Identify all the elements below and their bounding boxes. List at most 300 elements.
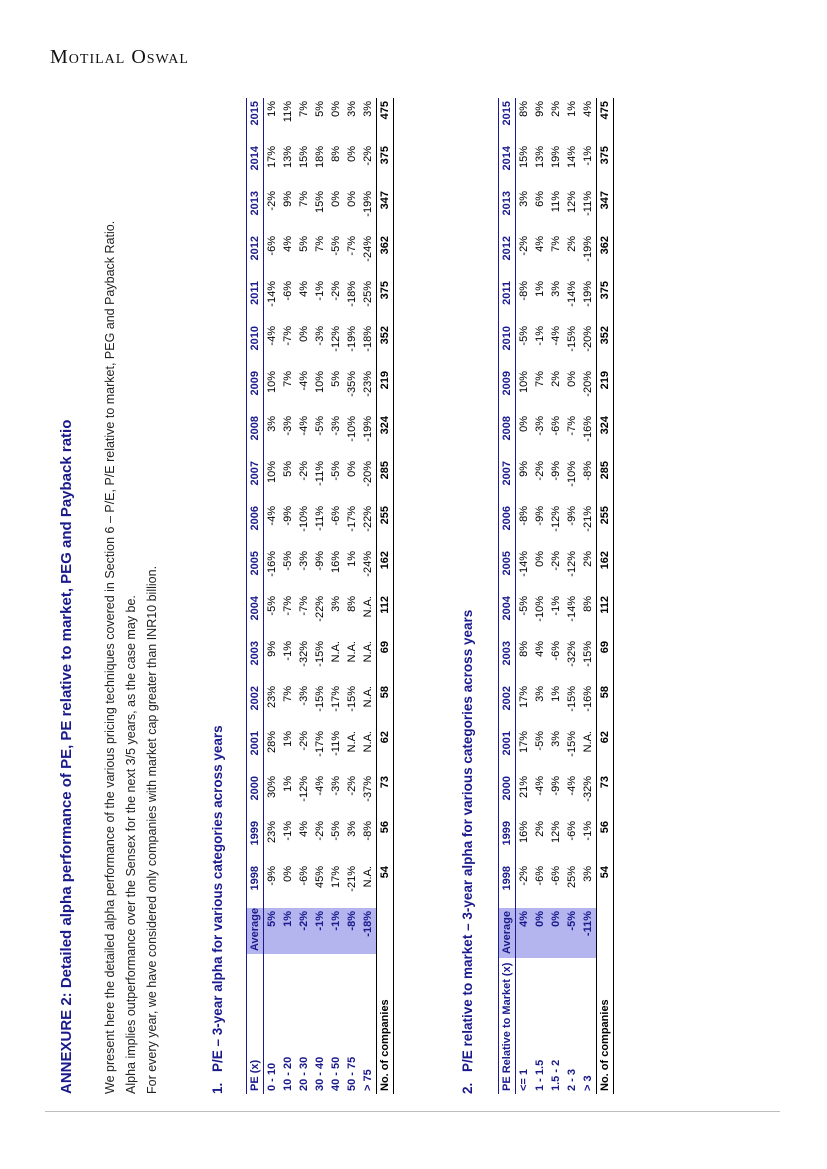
table-cell: -5% [266, 596, 278, 616]
total-cell: 219 [377, 368, 394, 413]
table-cell: 5% [330, 371, 342, 387]
column-header: 2000 [499, 773, 516, 818]
intro-line: For every year, we have considered only companies with market cap greater than INR10 billion. [145, 565, 159, 1094]
table-cell: 3% [362, 101, 374, 117]
total-cell: 285 [377, 458, 394, 503]
row-label: 30 - 40 [314, 1056, 326, 1091]
total-cell: 73 [597, 773, 614, 818]
table-cell: -14% [566, 596, 578, 622]
table-cell: -37% [362, 776, 374, 802]
column-header: 2001 [247, 728, 264, 773]
table-cell: -16% [582, 416, 594, 442]
table-cell: -14% [566, 281, 578, 307]
total-cell: 54 [597, 863, 614, 908]
average-cell: -1% [328, 908, 344, 954]
column-header: 2006 [499, 503, 516, 548]
table-cell: 0% [346, 146, 358, 162]
table-cell: -7% [346, 236, 358, 256]
section-number: 2. [460, 1082, 475, 1094]
column-header: PE Relative to Market (x) [499, 958, 516, 1094]
column-header: 2005 [247, 548, 264, 593]
column-header: 1998 [499, 863, 516, 908]
table-cell: 7% [314, 236, 326, 252]
column-header: 2014 [247, 143, 264, 188]
table-cell: 3% [346, 821, 358, 837]
table-cell: 28% [266, 731, 278, 754]
table-cell: -5% [534, 731, 546, 751]
table-cell: -3% [282, 416, 294, 436]
table-cell: -11% [330, 731, 342, 756]
total-cell: 69 [597, 638, 614, 683]
table-cell: 45% [314, 866, 326, 889]
table-cell: 10% [266, 371, 278, 394]
table-cell: -8% [362, 821, 374, 841]
table-cell: -32% [566, 641, 578, 667]
table-cell: -6% [566, 821, 578, 841]
table-cell: 9% [534, 101, 546, 117]
table-cell: -7% [282, 596, 294, 616]
total-row [597, 98, 614, 1094]
table-cell: -2% [298, 461, 310, 481]
table-cell: -8% [518, 281, 530, 301]
table-row [548, 98, 564, 1094]
table-cell: 30% [266, 776, 278, 799]
table-cell: 0% [346, 461, 358, 477]
table-cell: -1% [582, 821, 594, 841]
table-row [328, 98, 344, 1094]
annexure-title: ANNEXURE 2: Detailed alpha performance of PE, PE relative to market, PEG and Payback ratio [58, 419, 75, 1094]
table-cell: 1% [566, 101, 578, 117]
total-cell: 73 [377, 773, 394, 818]
table-cell: 10% [314, 371, 326, 394]
table-cell: -21% [346, 866, 358, 892]
table-cell: 16% [518, 821, 530, 844]
table-cell: -20% [582, 326, 594, 352]
total-cell: 324 [597, 413, 614, 458]
table-cell: 8% [518, 101, 530, 117]
column-header: 2008 [247, 413, 264, 458]
table-cell: N.A. [362, 641, 374, 663]
table-cell: -6% [330, 506, 342, 526]
total-cell: 56 [597, 818, 614, 863]
total-cell: 352 [597, 323, 614, 368]
table-cell: -4% [266, 326, 278, 346]
table-cell: -6% [266, 236, 278, 256]
total-cell: 112 [597, 593, 614, 638]
table-cell: 3% [330, 596, 342, 612]
table-cell: N.A. [362, 731, 374, 753]
intro-line: Alpha implies outperformance over the Sensex for the next 3/5 years, as the case may be. [124, 595, 138, 1094]
table-cell: -5% [282, 551, 294, 571]
total-cell: 362 [377, 233, 394, 278]
table-row [564, 98, 580, 1094]
column-header: 2006 [247, 503, 264, 548]
table-cell: 3% [346, 101, 358, 117]
column-header: Average [499, 908, 516, 958]
table-cell: 2% [550, 101, 562, 117]
table-cell: -6% [282, 281, 294, 301]
table-cell: 6% [534, 191, 546, 207]
column-header: 2000 [247, 773, 264, 818]
table-cell: 10% [518, 371, 530, 394]
table-cell: -3% [534, 416, 546, 436]
table-cell: -19% [362, 416, 374, 442]
table-cell: 13% [282, 146, 294, 169]
table-cell: 0% [566, 371, 578, 387]
table-cell: 4% [534, 236, 546, 252]
table-cell: 13% [534, 146, 546, 169]
total-cell: 375 [377, 143, 394, 188]
total-cell: 62 [597, 728, 614, 773]
table-cell: 1% [346, 551, 358, 567]
total-cell [377, 908, 394, 954]
average-cell: 0% [532, 908, 548, 958]
total-cell: 54 [377, 863, 394, 908]
table-cell: -22% [314, 596, 326, 622]
average-cell: -18% [360, 908, 377, 954]
total-cell: 69 [377, 638, 394, 683]
pe-alpha-table [246, 98, 394, 1094]
table-cell: -2% [298, 731, 310, 751]
table-cell: 0% [282, 866, 294, 882]
table-row [312, 98, 328, 1094]
table-cell: -23% [362, 371, 374, 397]
table-cell: -1% [314, 281, 326, 301]
table-cell: -17% [314, 731, 326, 757]
table-cell: 2% [550, 371, 562, 387]
table-cell: -8% [582, 461, 594, 481]
column-header: 2012 [499, 233, 516, 278]
column-header: 2015 [247, 98, 264, 143]
table-cell: N.A. [346, 731, 358, 753]
table-cell: N.A. [362, 866, 374, 888]
table-cell: 2% [582, 551, 594, 567]
table-cell: -14% [266, 281, 278, 307]
pe-relative-alpha-table [498, 98, 614, 1094]
intro-text [100, 221, 163, 1094]
table-cell: -11% [314, 506, 326, 531]
table-cell: -3% [330, 416, 342, 436]
table-cell: 15% [298, 146, 310, 169]
table-cell: -3% [298, 686, 310, 706]
column-header: 1999 [247, 818, 264, 863]
table-cell: -25% [362, 281, 374, 307]
average-cell: -1% [312, 908, 328, 954]
table-cell: -18% [362, 326, 374, 352]
table-cell: -16% [582, 686, 594, 712]
total-cell: 58 [597, 683, 614, 728]
table-cell: N.A. [582, 731, 594, 753]
column-header: 2004 [247, 593, 264, 638]
section-number: 1. [210, 1082, 225, 1094]
total-label: No. of companies [377, 954, 394, 1094]
total-cell: 375 [597, 278, 614, 323]
table-cell: 1% [550, 686, 562, 702]
table-cell: -9% [314, 551, 326, 571]
table-cell: -6% [550, 641, 562, 661]
table-cell: 17% [518, 686, 530, 709]
table-cell: 0% [330, 101, 342, 117]
table-cell: -5% [330, 236, 342, 256]
table-row [280, 98, 296, 1094]
table-row [360, 98, 377, 1094]
table-cell: 5% [298, 236, 310, 252]
column-header: 2005 [499, 548, 516, 593]
table-cell: -10% [346, 416, 358, 442]
table-cell: -21% [582, 506, 594, 532]
column-header: 2011 [247, 278, 264, 323]
table-cell: 8% [518, 641, 530, 657]
total-cell: 347 [377, 188, 394, 233]
total-cell: 285 [597, 458, 614, 503]
table-cell: -6% [550, 416, 562, 436]
table-cell: -6% [534, 866, 546, 886]
table-cell: -4% [298, 416, 310, 436]
table-cell: 7% [298, 191, 310, 207]
table-cell: 1% [266, 101, 278, 117]
table-cell: -17% [330, 686, 342, 712]
table-cell: -1% [582, 146, 594, 166]
table-cell: 3% [550, 731, 562, 747]
column-header: 2007 [499, 458, 516, 503]
total-row [377, 98, 394, 1094]
column-header: 2012 [247, 233, 264, 278]
table-cell: -2% [518, 236, 530, 256]
row-label: <= 1 [518, 1068, 530, 1091]
table-cell: 10% [266, 461, 278, 484]
table-cell: 4% [282, 236, 294, 252]
column-header: 1999 [499, 818, 516, 863]
table-cell: -5% [518, 326, 530, 346]
table-cell: -9% [266, 866, 278, 886]
table-row [532, 98, 548, 1094]
column-header: 2014 [499, 143, 516, 188]
row-label: > 3 [582, 1075, 594, 1091]
table-cell: -4% [298, 371, 310, 391]
column-header: 2009 [499, 368, 516, 413]
table-cell: 12% [550, 821, 562, 844]
table-cell: 1% [534, 281, 546, 297]
column-header: 2009 [247, 368, 264, 413]
table-cell: 0% [346, 191, 358, 207]
table-row [580, 98, 597, 1094]
table-cell: -12% [330, 326, 342, 352]
table-cell: 4% [298, 281, 310, 297]
total-label: No. of companies [597, 958, 614, 1094]
table-row [344, 98, 360, 1094]
table-cell: 2% [566, 236, 578, 252]
table-cell: -6% [298, 866, 310, 886]
row-label: 1 - 1.5 [534, 1059, 546, 1091]
row-label: > 75 [362, 1069, 374, 1091]
table-cell: 9% [282, 191, 294, 207]
table-cell: -9% [534, 506, 546, 526]
total-cell: 58 [377, 683, 394, 728]
table-cell: -5% [330, 461, 342, 481]
intro-line: We present here the detailed alpha performance of the various pricing techniques covered in Section 6 – P/E, P/E relative to market, PEG and Payback Ratio. [103, 220, 117, 1094]
table-cell: -4% [534, 776, 546, 796]
table-cell: -19% [346, 326, 358, 352]
table-cell: -1% [550, 596, 562, 616]
table-cell: 17% [518, 731, 530, 754]
table-cell: 4% [534, 641, 546, 657]
table-cell: 12% [566, 191, 578, 214]
table-cell: -17% [346, 506, 358, 532]
table-cell: 1% [282, 731, 294, 747]
table-cell: -7% [298, 596, 310, 616]
table-cell: 0% [298, 326, 310, 342]
total-cell: 324 [377, 413, 394, 458]
table-cell: 5% [314, 101, 326, 117]
table-cell: 5% [282, 461, 294, 477]
total-cell: 375 [377, 278, 394, 323]
table-cell: -9% [550, 461, 562, 481]
table-cell: -19% [582, 236, 594, 262]
table-cell: 15% [314, 191, 326, 214]
table-cell: -11% [314, 461, 326, 486]
table-cell: 3% [518, 191, 530, 207]
table-cell: -4% [550, 326, 562, 346]
total-cell: 255 [597, 503, 614, 548]
section-title: P/E – 3-year alpha for various categories across years [210, 725, 225, 1072]
average-cell: 5% [264, 908, 281, 954]
total-cell: 375 [597, 143, 614, 188]
average-cell: -8% [344, 908, 360, 954]
total-cell: 162 [597, 548, 614, 593]
table-cell: -19% [582, 281, 594, 307]
table-cell: -18% [346, 281, 358, 307]
column-header: 2013 [247, 188, 264, 233]
table-cell: 14% [566, 146, 578, 169]
table-cell: 11% [282, 101, 294, 123]
table-row [516, 98, 533, 1094]
total-cell: 347 [597, 188, 614, 233]
table-cell: -3% [314, 326, 326, 346]
total-cell: 475 [377, 98, 394, 143]
total-cell: 56 [377, 818, 394, 863]
table-cell: 17% [266, 146, 278, 169]
row-label: 1.5 - 2 [550, 1059, 562, 1091]
table-cell: -2% [518, 866, 530, 886]
total-cell: 362 [597, 233, 614, 278]
table-cell: 7% [534, 371, 546, 387]
table-cell: 25% [566, 866, 578, 889]
table-cell: 3% [266, 416, 278, 432]
table-cell: -2% [362, 146, 374, 166]
table-cell: -16% [266, 551, 278, 577]
table-cell: -20% [582, 371, 594, 397]
table-cell: 15% [518, 146, 530, 169]
table-cell: -35% [346, 371, 358, 397]
table-cell: -3% [330, 776, 342, 796]
table-cell: 2% [534, 821, 546, 837]
table-cell: 7% [282, 371, 294, 387]
table-cell: -15% [566, 326, 578, 352]
footer-divider [45, 1111, 780, 1112]
table-cell: 0% [330, 191, 342, 207]
total-cell: 475 [597, 98, 614, 143]
table-cell: 4% [298, 821, 310, 837]
table-cell: -15% [314, 686, 326, 712]
table-cell: 19% [550, 146, 562, 169]
table-cell: 7% [282, 686, 294, 702]
column-header: 2003 [247, 638, 264, 683]
column-header: PE (x) [247, 954, 264, 1094]
row-label: 40 - 50 [330, 1056, 342, 1091]
table-header-row [499, 98, 516, 1094]
section-1-heading [210, 725, 225, 1094]
table-cell: -5% [330, 821, 342, 841]
column-header: Average [247, 908, 264, 954]
row-label: 50 - 75 [346, 1056, 358, 1091]
average-cell: 0% [548, 908, 564, 958]
table-cell: -3% [298, 551, 310, 571]
table-cell: N.A. [362, 686, 374, 708]
table-cell: -10% [298, 506, 310, 532]
table-cell: 8% [330, 146, 342, 162]
table-cell: -4% [566, 776, 578, 796]
column-header: 2002 [247, 683, 264, 728]
table-row [264, 98, 281, 1094]
column-header: 2011 [499, 278, 516, 323]
table-cell: 23% [266, 686, 278, 709]
table-cell: -12% [298, 776, 310, 802]
table-cell: -15% [582, 641, 594, 667]
table-cell: 3% [550, 281, 562, 297]
table-cell: -15% [566, 731, 578, 757]
table-cell: -7% [282, 326, 294, 346]
total-cell: 112 [377, 593, 394, 638]
table-cell: 21% [518, 776, 530, 799]
row-label: 20 - 30 [298, 1056, 310, 1091]
total-cell [597, 908, 614, 958]
table-cell: 17% [330, 866, 342, 889]
column-header: 1998 [247, 863, 264, 908]
total-cell: 162 [377, 548, 394, 593]
table-cell: N.A. [362, 596, 374, 618]
column-header: 2001 [499, 728, 516, 773]
table-cell: 8% [346, 596, 358, 612]
table-cell: -2% [314, 821, 326, 841]
table-cell: -2% [534, 461, 546, 481]
table-cell: -7% [566, 416, 578, 436]
table-cell: -8% [518, 506, 530, 526]
table-cell: -9% [566, 506, 578, 526]
table-cell: -15% [314, 641, 326, 667]
table-cell: 11% [550, 191, 562, 213]
table-cell: -6% [550, 866, 562, 886]
table-cell: 1% [282, 776, 294, 792]
table-cell: -1% [282, 641, 294, 661]
table-cell: 16% [330, 551, 342, 574]
table-cell: -10% [566, 461, 578, 487]
brand-logo: Motilal Oswal [50, 46, 189, 68]
table-cell: -14% [518, 551, 530, 577]
table-header-row [247, 98, 264, 1094]
table-cell: -12% [566, 551, 578, 577]
table-cell: -24% [362, 236, 374, 262]
row-label: 10 - 20 [282, 1056, 294, 1091]
table-cell: -2% [330, 281, 342, 301]
table-cell: 8% [582, 596, 594, 612]
row-label: 0 - 10 [266, 1062, 278, 1091]
table-cell: 3% [534, 686, 546, 702]
column-header: 2015 [499, 98, 516, 143]
table-cell: -2% [266, 191, 278, 211]
table-cell: -22% [362, 506, 374, 532]
section-2-heading [460, 610, 475, 1094]
table-cell: -1% [534, 326, 546, 346]
